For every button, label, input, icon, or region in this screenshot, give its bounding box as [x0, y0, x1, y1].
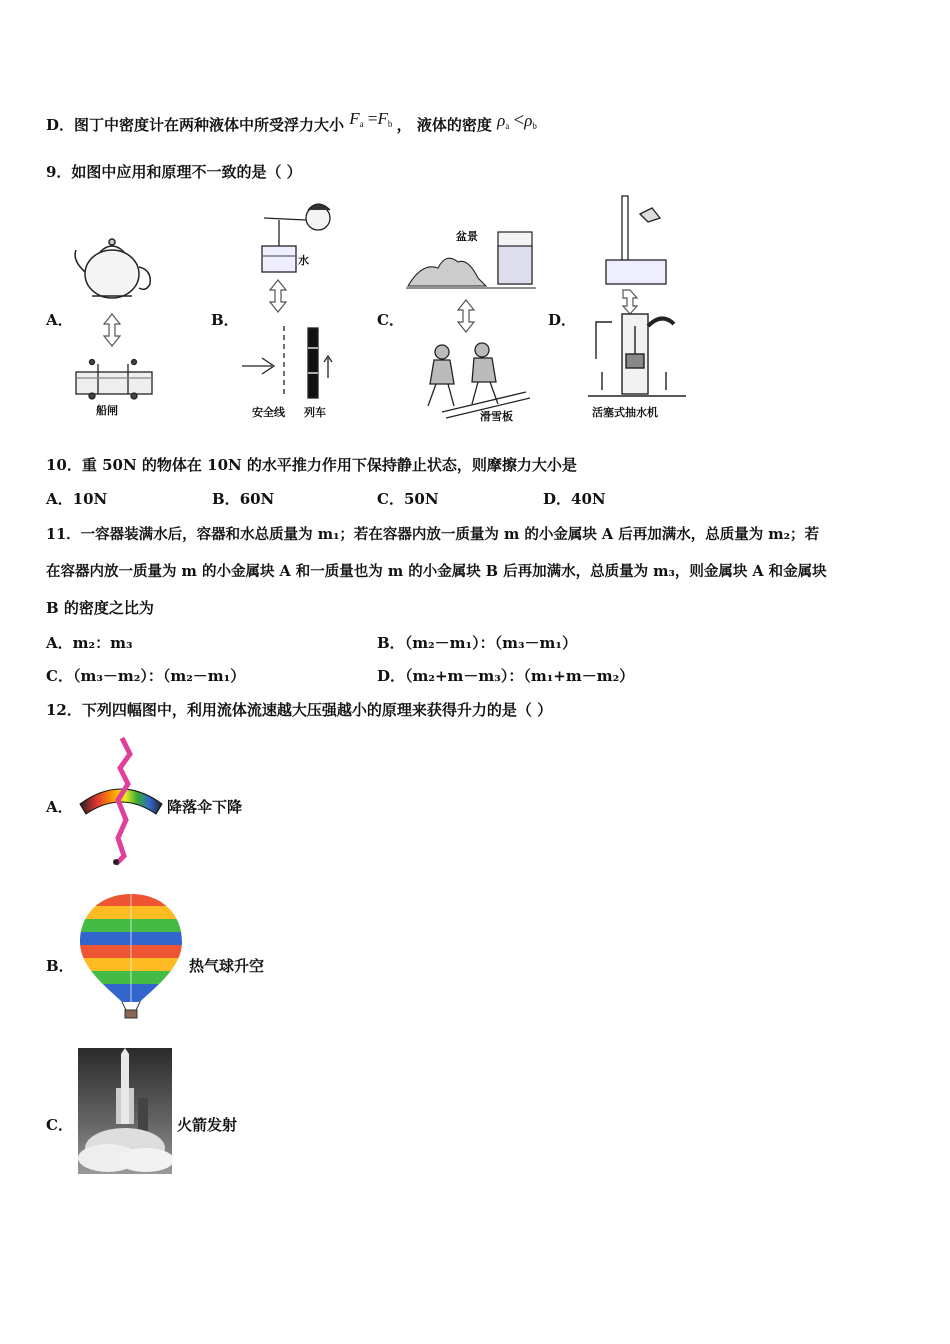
q11-option-c: C．（m₃－m₂）：（m₂－m₁） [46, 667, 246, 685]
q12-option-b-label: B． [46, 957, 74, 975]
q9-option-b-label: B． [211, 311, 239, 329]
q8-option-d-text2: ， 液体的密度 [396, 116, 492, 134]
q11-option-d: D．（m₂+m－m₃）：（m₁+m－m₂） [377, 667, 635, 685]
q9-b-caption-1: 安全线 [252, 406, 285, 419]
formula-fa-eq-fb: $F_a =F_b$ [349, 109, 393, 129]
q8-option-d-text1: 图丁中密度计在两种液体中所受浮力大小 [74, 116, 345, 134]
q12-option-c-caption: 火箭发射 [177, 1116, 238, 1134]
water-bottle-icon [498, 232, 532, 284]
double-arrow-icon [270, 280, 286, 312]
ship-lock-icon [76, 360, 152, 400]
q10-stem: 10．重 50N 的物体在 10N 的水平推力作用下保持静止状态，则摩擦力大小是 [46, 456, 577, 474]
q11-line-3: B 的密度之比为 [46, 599, 154, 617]
double-arrow-icon [458, 300, 474, 332]
q12-option-b-caption: 热气球升空 [189, 957, 265, 975]
formula-rho-a-lt-rho-b: $\rho_a <\rho_b$ [497, 110, 537, 131]
double-arrow-icon [104, 314, 120, 346]
safety-line-train-icon [242, 326, 332, 398]
q9-option-c-label: C． [377, 311, 404, 329]
q8-option-d [46, 109, 537, 136]
q10-option-d: D．40N [543, 490, 606, 508]
hot-air-balloon-image [78, 892, 184, 1020]
q10-option-c: C．50N [377, 490, 439, 508]
q9-b-caption-2: 列车 [304, 406, 326, 419]
q9-option-a-label: A． [46, 311, 73, 329]
q9-a-caption: 船闸 [96, 404, 118, 417]
q11-option-a: A．m₂：m₃ [46, 634, 133, 652]
double-arrow-icon [623, 290, 637, 314]
q9-b-top-caption: 水 [298, 254, 309, 267]
rocket-launch-image [78, 1048, 172, 1174]
skiers-icon [428, 343, 530, 418]
teapot-lock-figure [70, 232, 160, 422]
q10-option-b: B．60N [212, 490, 275, 508]
q11-line-1: 11．一容器装满水后，容器和水总质量为 m₁；若在容器内放一质量为 m 的小金属块 A 后再加满水，总质量为 m₂；若 [46, 526, 819, 543]
piston-pump-icon [588, 314, 686, 396]
pump-figure [582, 194, 692, 424]
blowing-train-figure [234, 198, 344, 423]
q11-option-b: B．（m₂－m₁）：（m₃－m₁） [377, 634, 577, 652]
q9-c-caption: 滑雪板 [480, 410, 513, 423]
teapot-icon [85, 250, 139, 298]
bonsai-ski-figure [402, 222, 542, 427]
q9-d-caption: 活塞式抽水机 [592, 406, 658, 419]
q12-option-c-label: C． [46, 1116, 73, 1134]
q11-line-2: 在容器内放一质量为 m 的小金属块 A 和一质量也为 m 的小金属块 B 后再加满水，总质量为 m₃，则金属块 A 和金属块 [46, 563, 827, 580]
q10-option-a: A．10N [46, 490, 108, 508]
parachute-image [76, 734, 166, 868]
q9-option-d-label: D． [548, 311, 577, 329]
q9-stem: 9．如图中应用和原理不一致的是（ ） [46, 163, 302, 181]
q12-option-a-label: A． [46, 798, 73, 816]
q9-c-top-caption: 盆景 [456, 230, 478, 243]
q12-stem: 12．下列四幅图中，利用流体流速越大压强越小的原理来获得升力的是（ ） [46, 701, 553, 719]
tube-in-water-icon [606, 196, 666, 284]
q8-option-d-label: D． [46, 116, 75, 134]
q12-option-a-caption: 降落伞下降 [167, 798, 243, 816]
